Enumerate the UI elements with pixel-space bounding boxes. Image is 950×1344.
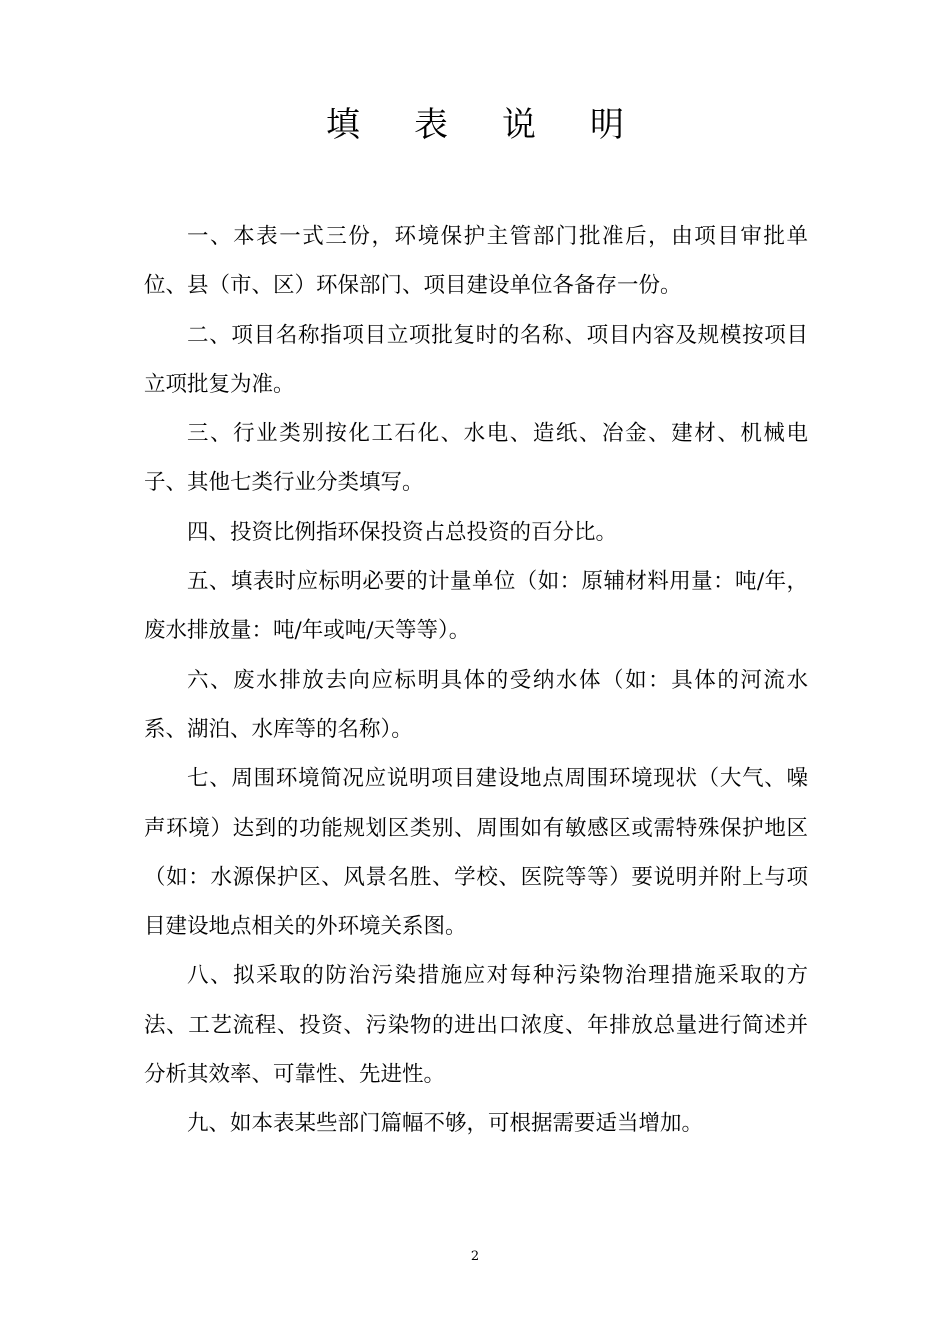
page-title: 填表说明	[326, 105, 678, 145]
instruction-paragraph-8: 八、拟采取的防治污染措施应对每种污染物治理措施采取的方法、工艺流程、投资、污染物的进出口浓度、年排放总量进行简述并分析其效率、可靠性、先进性。	[144, 963, 808, 1088]
page-number: 2	[470, 1249, 480, 1264]
instruction-paragraph-1: 一、本表一式三份，环境保护主管部门批准后，由项目审批单位、县（市、区）环保部门、项目建设单位各备存一份。	[144, 224, 808, 299]
instruction-paragraph-5: 五、填表时应标明必要的计量单位（如：原辅材料用量：吨/年，废水排放量：吨/年或吨/天等等）。	[144, 569, 808, 644]
instructions-body	[144, 212, 808, 1149]
instruction-paragraph-9: 九、如本表某些部门篇幅不够，可根据需要适当增加。	[187, 1111, 704, 1137]
instruction-paragraph-4: 四、投资比例指环保投资占总投资的百分比。	[187, 519, 618, 545]
instruction-paragraph-7: 七、周围环境简况应说明项目建设地点周围环境现状（大气、噪声环境）达到的功能规划区类别、周围如有敏感区或需特殊保护地区（如：水源保护区、风景名胜、学校、医院等等）要说明并附上与项目建设地点相关的外环境关系图。	[144, 766, 808, 940]
instruction-paragraph-6: 六、废水排放去向应标明具体的受纳水体（如：具体的河流水系、湖泊、水库等的名称）。	[144, 667, 808, 742]
instruction-paragraph-2: 二、项目名称指项目立项批复时的名称、项目内容及规模按项目立项批复为准。	[144, 322, 808, 397]
instruction-paragraph-3: 三、行业类别按化工石化、水电、造纸、冶金、建材、机械电子、其他七类行业分类填写。	[144, 421, 808, 496]
